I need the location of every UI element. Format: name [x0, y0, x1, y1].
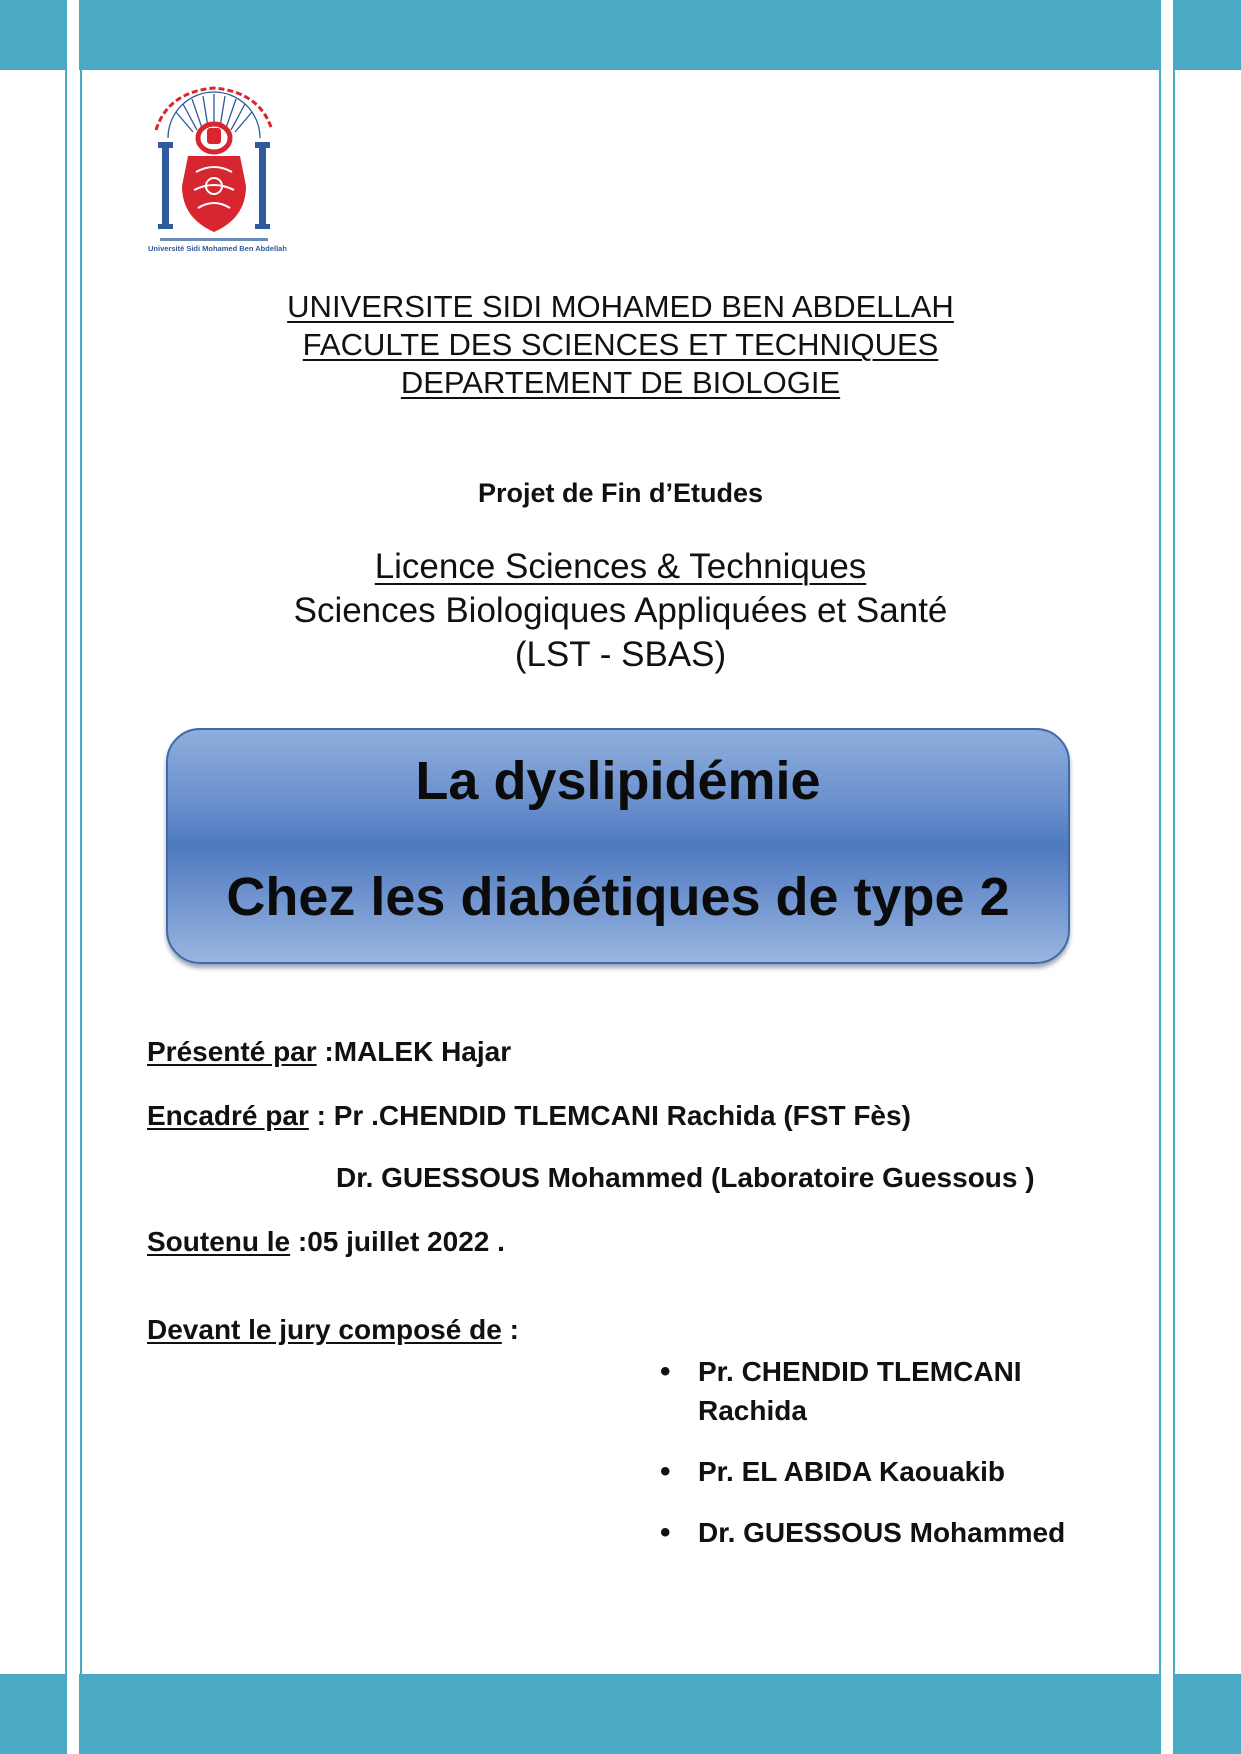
university-line: UNIVERSITE SIDI MOHAMED BEN ABDELLAH — [287, 289, 954, 324]
faculty-name — [0, 326, 1241, 364]
supervised-value: : Pr .CHENDID TLEMCANI Rachida (FST Fès) — [308, 1100, 911, 1131]
university-name — [0, 288, 1241, 326]
thesis-title-box — [166, 728, 1070, 964]
jury-member: • Pr. EL ABIDA Kaouakib — [660, 1452, 1100, 1491]
faculty-line: FACULTE DES SCIENCES ET TECHNIQUES — [302, 327, 939, 362]
defense-date — [147, 1226, 505, 1258]
degree-title-text: Licence Sciences & Techniques — [374, 547, 867, 586]
thesis-title-line1: La dyslipidémie — [415, 751, 821, 811]
frame-line-left-outer — [65, 0, 67, 1754]
frame-gap-left — [66, 0, 79, 1754]
thesis-title-line2: Chez les diabétiques de type 2 — [226, 867, 1010, 927]
jury-member: • Pr. CHENDID TLEMCANI Rachida — [660, 1352, 1100, 1430]
university-logo — [148, 86, 287, 258]
jury-heading — [147, 1314, 519, 1346]
supervised-by — [147, 1100, 911, 1132]
degree-title — [0, 545, 1241, 589]
logo-caption: Université Sidi Mohamed Ben Abdellah — [148, 244, 287, 253]
bottom-band — [0, 1674, 1241, 1754]
presented-value: :MALEK Hajar — [316, 1036, 512, 1067]
project-type: Projet de Fin d’Etudes — [477, 478, 764, 508]
supervised-label: Encadré par — [147, 1100, 309, 1131]
frame-line-right-outer — [1173, 0, 1175, 1754]
jury-list — [660, 1352, 1100, 1574]
frame-gap-right — [1160, 0, 1173, 1754]
degree-program: Sciences Biologiques Appliquées et Santé — [293, 591, 948, 630]
jury-member: • Dr. GUESSOUS Mohammed — [660, 1513, 1100, 1552]
jury-suffix: : — [501, 1314, 519, 1345]
defended-label: Soutenu le — [147, 1226, 291, 1257]
defended-value: :05 juillet 2022 . — [290, 1226, 505, 1257]
presented-label: Présenté par — [147, 1036, 317, 1067]
frame-line-left-inner — [80, 0, 82, 1754]
jury-label: Devant le jury composé de — [147, 1314, 502, 1345]
university-seal-icon — [148, 86, 287, 258]
co-supervisor: Dr. GUESSOUS Mohammed (Laboratoire Guessous ) — [336, 1162, 1035, 1193]
degree-abbreviation: (LST - SBAS) — [514, 635, 727, 674]
presented-by — [147, 1036, 511, 1068]
department-name — [0, 364, 1241, 402]
top-band — [0, 0, 1241, 70]
frame-line-right-inner — [1159, 0, 1161, 1754]
department-line: DEPARTEMENT DE BIOLOGIE — [400, 365, 841, 400]
